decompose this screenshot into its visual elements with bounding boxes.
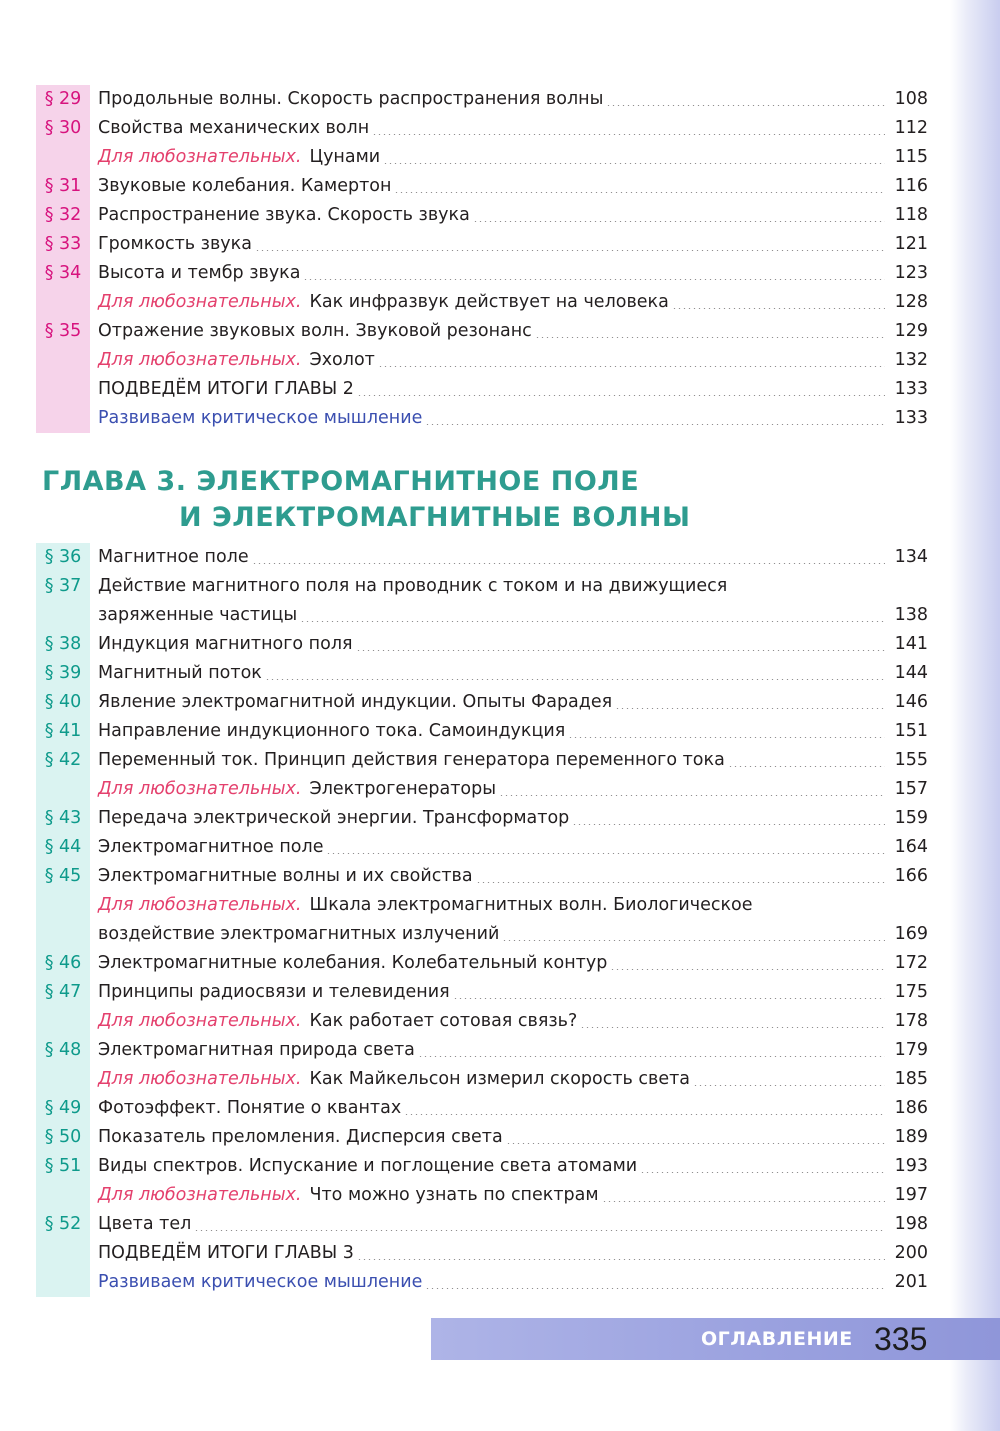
dot-leader [378, 366, 885, 367]
toc-entry [36, 1210, 928, 1239]
entry-title [98, 601, 297, 630]
entry-text-wrap [98, 949, 928, 978]
entry-title-text: Магнитное поле [98, 547, 249, 567]
entry-page-number: 133 [894, 379, 928, 399]
entry-text-wrap [98, 833, 928, 862]
entry-title-text: Развиваем критическое мышление [98, 1272, 423, 1292]
entry-text-wrap [98, 862, 928, 891]
entry-page-number: 112 [894, 118, 928, 138]
entry-text-wrap [98, 404, 928, 433]
dot-leader [568, 737, 885, 738]
toc-entry [36, 717, 928, 746]
entry-text-wrap [98, 114, 928, 143]
chapter-heading-line-1: ГЛАВА 3. ЭЛЕКТРОМАГНИТНОЕ ПОЛЕ [42, 466, 640, 497]
entry-title-text: Развиваем критическое мышление [98, 408, 423, 428]
toc-entry [36, 230, 928, 259]
section-number: § 31 [44, 176, 82, 196]
dot-leader [572, 824, 885, 825]
entry-title-text: Высота и тембр звука [98, 263, 301, 283]
entry-title-text: Принципы радиосвязи и телевидения [98, 982, 450, 1002]
toc-section-chapter-2 [36, 85, 928, 433]
section-number: § 43 [44, 808, 82, 828]
entry-page-number: 200 [894, 1243, 928, 1263]
toc-entry [36, 920, 928, 949]
entry-page-number: 118 [894, 205, 928, 225]
entry-title [98, 1123, 503, 1152]
entry-title [98, 1152, 637, 1181]
dot-leader [499, 795, 885, 796]
entry-title-text: Виды спектров. Испускание и поглощение света атомами [98, 1156, 638, 1176]
toc-entry [36, 543, 928, 572]
entry-title [98, 920, 499, 949]
entry-title-text: ПОДВЕДЁМ ИТОГИ ГЛАВЫ 2 [98, 379, 354, 399]
section-number: § 39 [44, 663, 82, 683]
entry-title-text: Продольные волны. Скорость распространения волны [98, 89, 604, 109]
section-number: § 46 [44, 953, 82, 973]
toc-entry [36, 1239, 928, 1268]
dot-leader [453, 998, 885, 999]
dot-leader [672, 308, 885, 309]
entry-title-text: Электрогенераторы [309, 779, 497, 799]
dot-leader [383, 163, 885, 164]
dot-leader [194, 1230, 885, 1231]
entry-page-number: 198 [894, 1214, 928, 1234]
entry-page-number: 121 [894, 234, 928, 254]
entry-title [98, 572, 727, 601]
section-number: § 41 [44, 721, 82, 741]
entry-page-number: 172 [894, 953, 928, 973]
dot-leader [372, 134, 885, 135]
dot-leader [502, 940, 885, 941]
entry-title [98, 259, 300, 288]
entry-title-text: Отражение звуковых волн. Звуковой резонанс [98, 321, 532, 341]
curious-prefix: Для любознательных. [98, 147, 302, 167]
dot-leader [693, 1085, 885, 1086]
dot-leader [418, 1056, 885, 1057]
toc-entry [36, 201, 928, 230]
entry-title [98, 317, 532, 346]
entry-text-wrap [98, 601, 928, 630]
entry-page-number: 164 [894, 837, 928, 857]
section-number: § 36 [44, 547, 82, 567]
toc-entry [36, 833, 928, 862]
entry-title-text: Магнитный поток [98, 663, 262, 683]
dot-leader [476, 882, 885, 883]
entry-page-number: 186 [894, 1098, 928, 1118]
entry-text-wrap [98, 143, 928, 172]
entry-text-wrap [98, 375, 928, 404]
dot-leader [303, 279, 885, 280]
entry-title [98, 1036, 415, 1065]
entry-page-number: 141 [894, 634, 928, 654]
section-number: § 35 [44, 321, 82, 341]
toc-entry [36, 1094, 928, 1123]
entry-title [98, 201, 470, 230]
entry-title-text: Явление электромагнитной индукции. Опыты Фарадея [98, 692, 613, 712]
entry-title [98, 1268, 422, 1297]
entry-text-wrap [98, 1268, 928, 1297]
entry-page-number: 189 [894, 1127, 928, 1147]
toc-entry [36, 172, 928, 201]
dot-leader [535, 337, 885, 338]
entry-page-number: 146 [894, 692, 928, 712]
dot-leader [580, 1027, 885, 1028]
entry-text-wrap [98, 230, 928, 259]
dot-leader [606, 105, 885, 106]
entry-page-number: 132 [894, 350, 928, 370]
entry-title-text: Свойства механических волн [98, 118, 370, 138]
curious-prefix: Для любознательных. [98, 350, 302, 370]
section-number: § 49 [44, 1098, 82, 1118]
curious-prefix: Для любознательных. [98, 1011, 302, 1031]
entry-text-wrap [98, 775, 928, 804]
toc-entry [36, 1065, 928, 1094]
dot-leader [255, 250, 885, 251]
entry-title [98, 717, 565, 746]
dot-leader [356, 650, 885, 651]
entry-title-text: Фотоэффект. Понятие о квантах [98, 1098, 402, 1118]
dot-leader [640, 1172, 885, 1173]
toc-entry [36, 978, 928, 1007]
toc-entry [36, 1123, 928, 1152]
entry-page-number: 133 [894, 408, 928, 428]
entry-title-text: Передача электрической энергии. Трансформатор [98, 808, 570, 828]
entry-page-number: 166 [894, 866, 928, 886]
dot-leader [357, 395, 885, 396]
dot-leader [473, 221, 885, 222]
entry-title [98, 85, 603, 114]
toc-entry [36, 891, 928, 920]
dot-leader [425, 424, 885, 425]
dot-leader [506, 1143, 885, 1144]
toc-entry [36, 85, 928, 114]
entry-title-text: воздействие электромагнитных излучений [98, 924, 500, 944]
section-number: § 38 [44, 634, 82, 654]
toc-section-chapter-3 [36, 543, 928, 1297]
entry-title [98, 630, 353, 659]
entry-text-wrap [98, 317, 928, 346]
toc-entry [36, 259, 928, 288]
toc-entry [36, 143, 928, 172]
entry-title [98, 775, 496, 804]
toc-entry [36, 346, 928, 375]
section-number: § 42 [44, 750, 82, 770]
entry-page-number: 129 [894, 321, 928, 341]
dot-leader [394, 192, 885, 193]
entry-title [98, 230, 252, 259]
toc-entry [36, 746, 928, 775]
section-number: § 29 [44, 89, 82, 109]
entry-title-text: Действие магнитного поля на проводник с током и на движущиеся [98, 576, 728, 596]
dot-leader [300, 621, 885, 622]
entry-text-wrap [98, 920, 928, 949]
entry-text-wrap [98, 688, 928, 717]
entry-page-number: 155 [894, 750, 928, 770]
entry-title-text: Индукция магнитного поля [98, 634, 353, 654]
section-number: § 48 [44, 1040, 82, 1060]
entry-text-wrap [98, 1123, 928, 1152]
entry-title [98, 1065, 690, 1094]
toc-entry [36, 288, 928, 317]
curious-prefix: Для любознательных. [98, 895, 302, 915]
footer-label: ОГЛАВЛЕНИЕ [701, 1328, 853, 1350]
toc-entry [36, 404, 928, 433]
entry-title [98, 659, 262, 688]
entry-text-wrap [98, 1094, 928, 1123]
entry-page-number: 201 [894, 1272, 928, 1292]
toc-entry [36, 949, 928, 978]
entry-title [98, 1239, 354, 1268]
entry-text-wrap [98, 717, 928, 746]
dot-leader [728, 766, 885, 767]
toc-entry [36, 375, 928, 404]
entry-title [98, 375, 354, 404]
toc-entry [36, 862, 928, 891]
entry-title-text: Электромагнитные волны и их свойства [98, 866, 473, 886]
curious-prefix: Для любознательных. [98, 779, 302, 799]
toc-entry [36, 688, 928, 717]
entry-title-text: Эхолот [309, 350, 375, 370]
toc-entry [36, 601, 928, 630]
entry-text-wrap [98, 1007, 928, 1036]
entry-page-number: 157 [894, 779, 928, 799]
toc-entry [36, 572, 928, 601]
toc-entry [36, 659, 928, 688]
entry-title-text: Показатель преломления. Дисперсия света [98, 1127, 503, 1147]
entry-text-wrap [98, 543, 928, 572]
dot-leader [610, 969, 885, 970]
entry-page-number: 185 [894, 1069, 928, 1089]
entry-text-wrap [98, 630, 928, 659]
toc-entry [36, 1007, 928, 1036]
page-number: 335 [874, 1321, 928, 1357]
entry-title [98, 114, 369, 143]
entry-title-text: Как Майкельсон измерил скорость света [309, 1069, 691, 1089]
entry-text-wrap [98, 288, 928, 317]
entry-title [98, 404, 422, 433]
entry-title-text: заряженные частицы [98, 605, 298, 625]
entry-title-text: Громкость звука [98, 234, 252, 254]
entry-title-text: Как работает сотовая связь? [309, 1011, 578, 1031]
entry-page-number: 179 [894, 1040, 928, 1060]
entry-text-wrap [98, 891, 928, 920]
section-number: § 33 [44, 234, 82, 254]
curious-prefix: Для любознательных. [98, 1069, 302, 1089]
entry-text-wrap [98, 259, 928, 288]
section-number: § 45 [44, 866, 82, 886]
entry-title [98, 688, 612, 717]
section-number: § 47 [44, 982, 82, 1002]
entry-page-number: 197 [894, 1185, 928, 1205]
entry-title-text: Распространение звука. Скорость звука [98, 205, 470, 225]
section-number: § 37 [44, 576, 82, 596]
entry-title-text: Что можно узнать по спектрам [309, 1185, 599, 1205]
entry-title [98, 346, 375, 375]
curious-prefix: Для любознательных. [98, 292, 302, 312]
entry-page-number: 128 [894, 292, 928, 312]
entry-text-wrap [98, 659, 928, 688]
entry-title-text: Электромагнитное поле [98, 837, 324, 857]
entry-page-number: 138 [894, 605, 928, 625]
section-number: § 32 [44, 205, 82, 225]
entry-text-wrap [98, 1181, 928, 1210]
entry-title [98, 949, 607, 978]
entry-title [98, 1181, 599, 1210]
entry-title-text: Переменный ток. Принцип действия генератора переменного тока [98, 750, 725, 770]
entry-page-number: 134 [894, 547, 928, 567]
entry-title [98, 1210, 191, 1239]
entry-title [98, 833, 323, 862]
entry-page-number: 108 [894, 89, 928, 109]
chapter-3-heading [42, 464, 690, 536]
entry-page-number: 193 [894, 1156, 928, 1176]
entry-title [98, 1007, 577, 1036]
entry-title-text: Электромагнитные колебания. Колебательный контур [98, 953, 608, 973]
entry-page-number: 178 [894, 1011, 928, 1031]
entry-title [98, 143, 380, 172]
section-number: § 52 [44, 1214, 82, 1234]
dot-leader [357, 1259, 885, 1260]
entry-title-text: Как инфразвук действует на человека [309, 292, 669, 312]
entry-title-text: Цвета тел [98, 1214, 192, 1234]
dot-leader [425, 1288, 885, 1289]
entry-title-text: ПОДВЕДЁМ ИТОГИ ГЛАВЫ 3 [98, 1243, 354, 1263]
entry-page-number: 175 [894, 982, 928, 1002]
entry-page-number: 159 [894, 808, 928, 828]
entry-title [98, 172, 391, 201]
entry-page-number: 123 [894, 263, 928, 283]
toc-entry [36, 1152, 928, 1181]
entry-text-wrap [98, 346, 928, 375]
entry-text-wrap [98, 1152, 928, 1181]
toc-entry [36, 804, 928, 833]
entry-text-wrap [98, 804, 928, 833]
entry-text-wrap [98, 746, 928, 775]
entry-text-wrap [98, 85, 928, 114]
entry-text-wrap [98, 1239, 928, 1268]
toc-entry [36, 114, 928, 143]
entry-page-number: 169 [894, 924, 928, 944]
toc-entry [36, 1181, 928, 1210]
entry-title [98, 746, 725, 775]
section-number: § 34 [44, 263, 82, 283]
entry-page-number: 151 [894, 721, 928, 741]
toc-entry [36, 630, 928, 659]
entry-title [98, 543, 249, 572]
entry-title-text: Электромагнитная природа света [98, 1040, 415, 1060]
entry-title-text: Цунами [309, 147, 381, 167]
toc-entry [36, 1036, 928, 1065]
section-number: § 51 [44, 1156, 82, 1176]
dot-leader [252, 563, 885, 564]
chapter-heading-line-2: И ЭЛЕКТРОМАГНИТНЫЕ ВОЛНЫ [179, 502, 691, 533]
entry-text-wrap [98, 201, 928, 230]
entry-title [98, 862, 473, 891]
entry-title [98, 891, 753, 920]
dot-leader [326, 853, 885, 854]
section-number: § 30 [44, 118, 82, 138]
section-number: § 40 [44, 692, 82, 712]
dot-leader [404, 1114, 885, 1115]
entry-title [98, 978, 450, 1007]
curious-prefix: Для любознательных. [98, 1185, 302, 1205]
entry-text-wrap [98, 1210, 928, 1239]
toc-entry [36, 775, 928, 804]
entry-text-wrap [98, 978, 928, 1007]
entry-text-wrap [98, 172, 928, 201]
section-number: § 44 [44, 837, 82, 857]
dot-leader [265, 679, 885, 680]
dot-leader [615, 708, 885, 709]
entry-text-wrap [98, 1065, 928, 1094]
entry-text-wrap [98, 572, 928, 601]
entry-title-text: Шкала электромагнитных волн. Биологическое [309, 895, 753, 915]
entry-title [98, 804, 569, 833]
entry-page-number: 115 [894, 147, 928, 167]
entry-page-number: 116 [894, 176, 928, 196]
section-number: § 50 [44, 1127, 82, 1147]
entry-title [98, 1094, 401, 1123]
entry-page-number: 144 [894, 663, 928, 683]
page-edge-strip [950, 0, 1000, 1431]
entry-title-text: Звуковые колебания. Камертон [98, 176, 392, 196]
dot-leader [602, 1201, 885, 1202]
toc-entry [36, 1268, 928, 1297]
entry-title-text: Направление индукционного тока. Самоиндукция [98, 721, 566, 741]
entry-title [98, 288, 669, 317]
entry-text-wrap [98, 1036, 928, 1065]
toc-entry [36, 317, 928, 346]
